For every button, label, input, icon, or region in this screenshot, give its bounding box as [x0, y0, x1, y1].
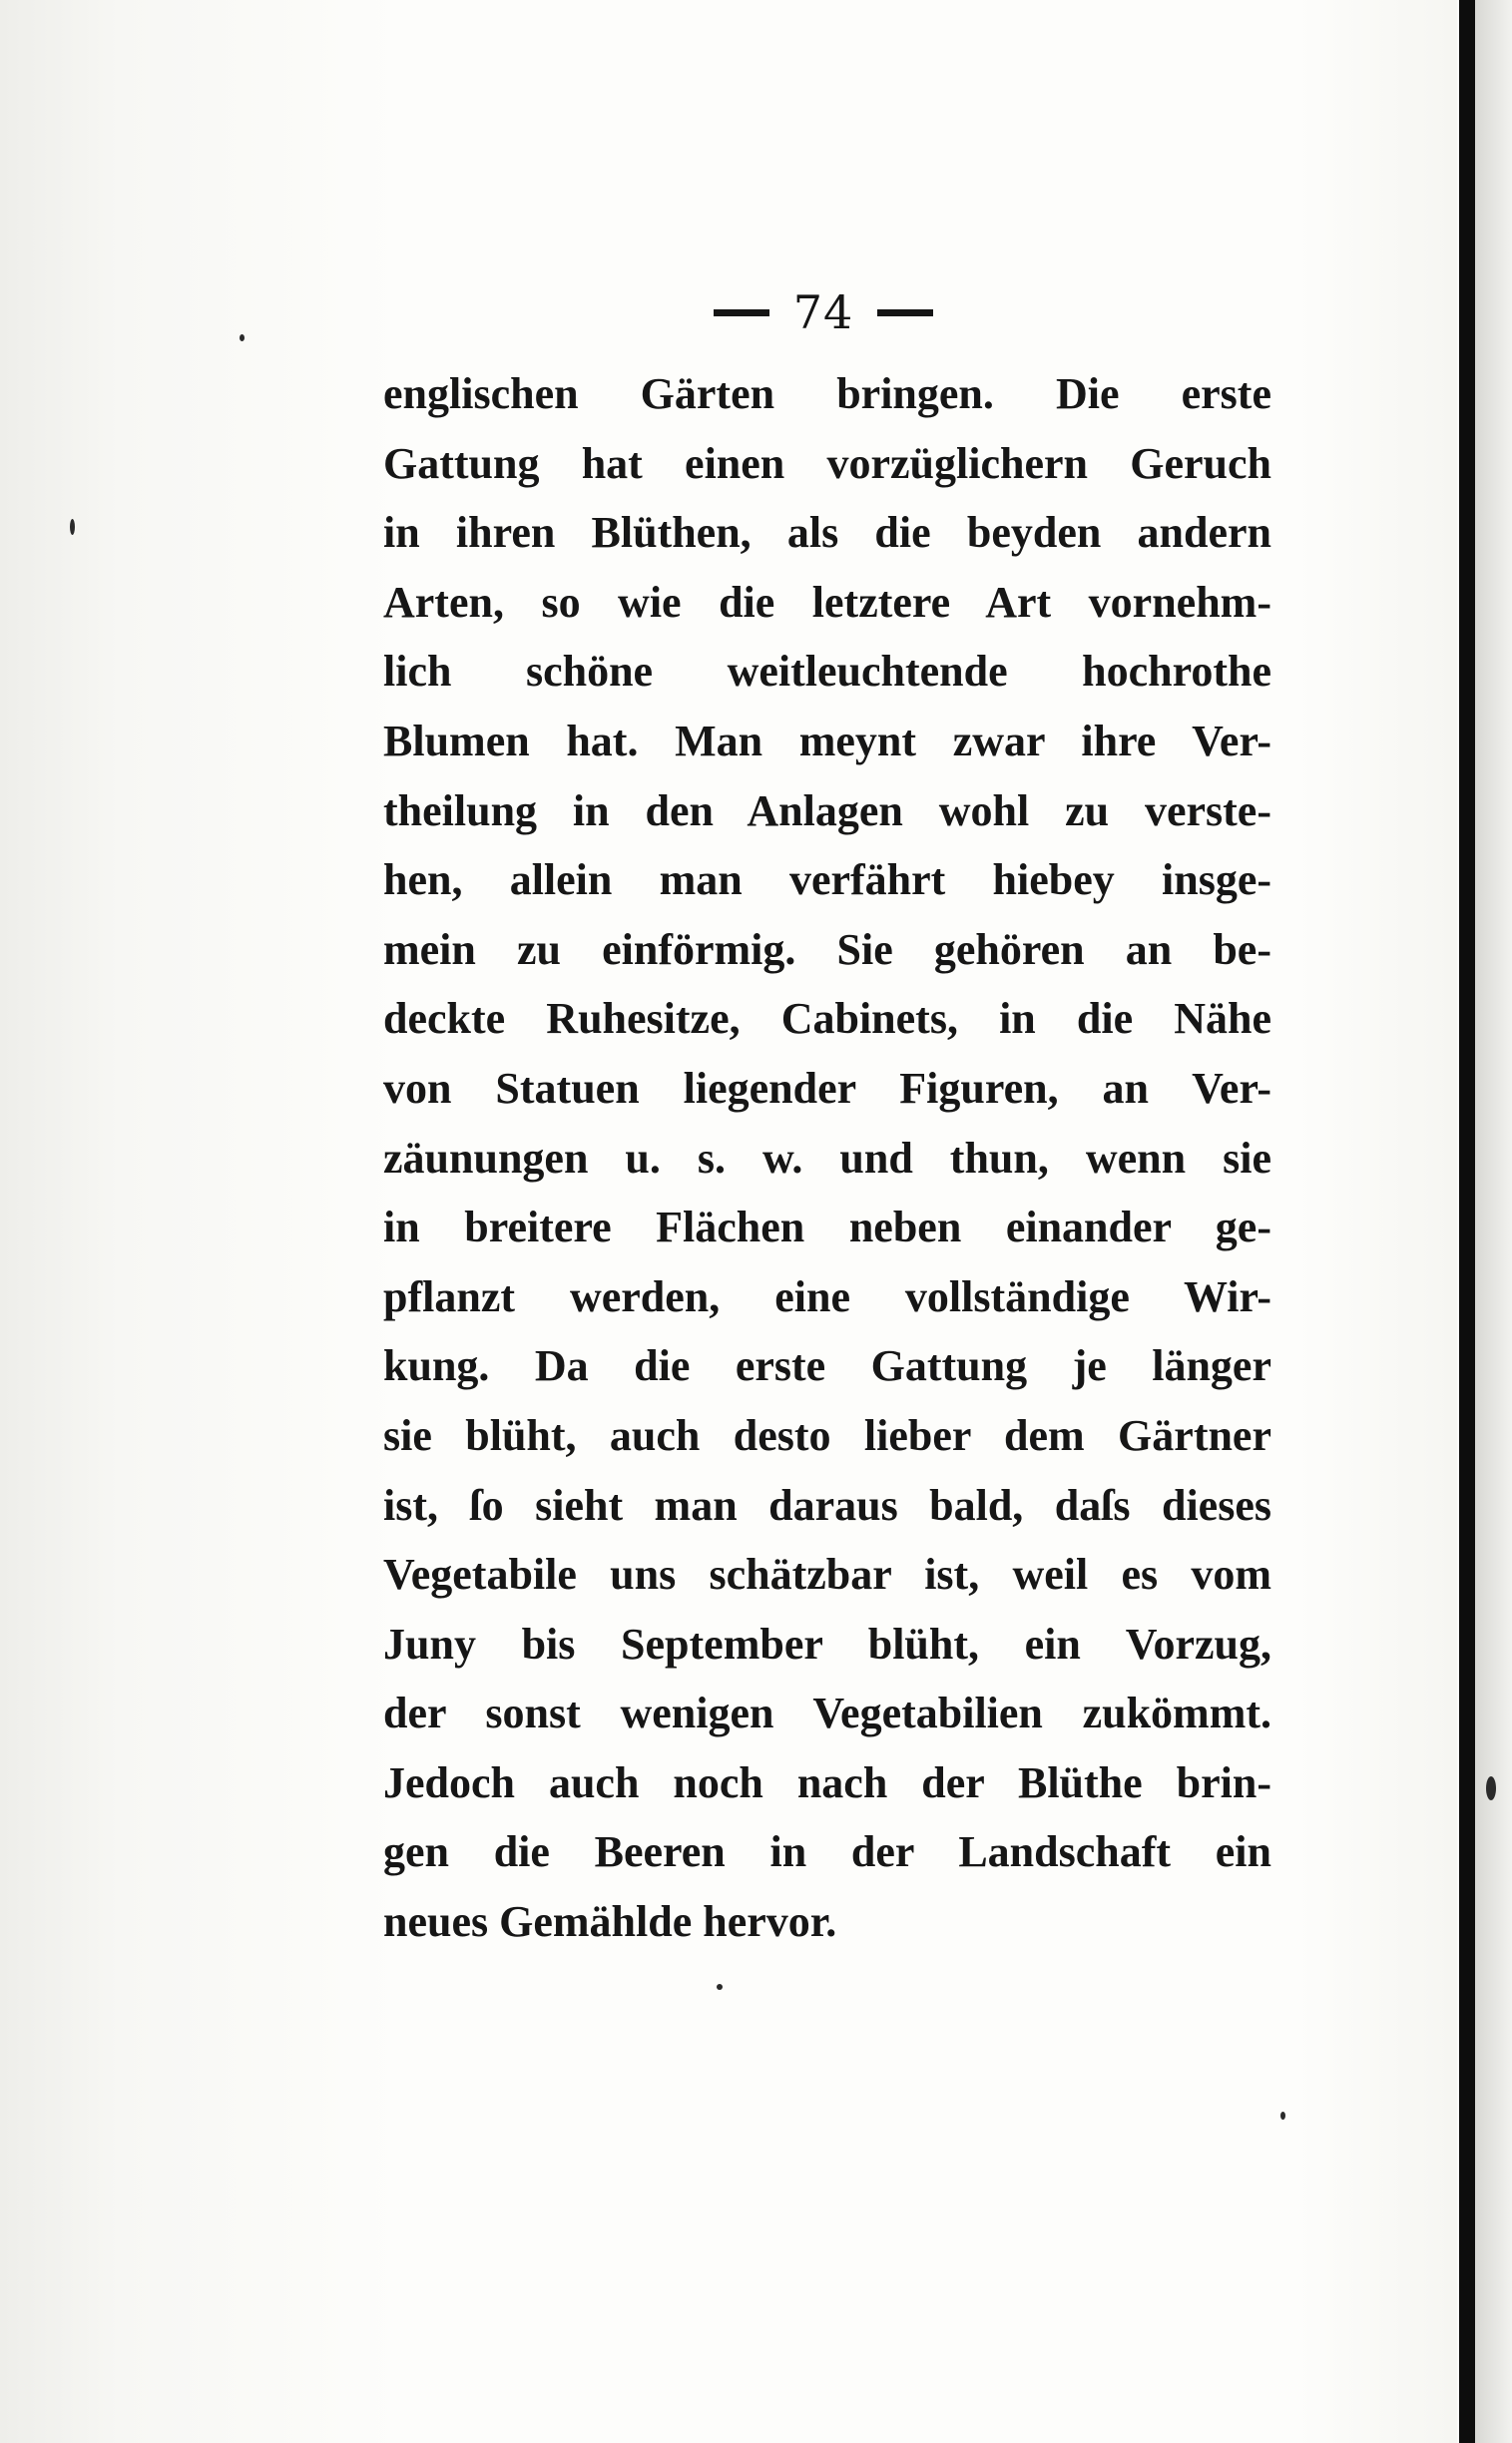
header-dash-right — [877, 309, 933, 316]
scan-speck — [717, 1984, 723, 1990]
text-line: ist, ſo sieht man daraus bald, daſs dieses — [383, 1480, 1271, 1530]
text-line: in breitere Flächen neben einander ge- — [383, 1203, 1271, 1252]
text-line: gen die Beeren in der Landschaft ein — [383, 1827, 1271, 1877]
text-line: hen, allein man verfährt hiebey insge- — [383, 855, 1271, 905]
text-line: von Statuen liegender Figuren, an Ver- — [383, 1063, 1271, 1113]
text-line: zäunungen u. s. w. und thun, wenn sie — [383, 1133, 1271, 1183]
text-line: lich schöne weitleuchtende hochrothe — [383, 647, 1271, 697]
page-number: 74 — [792, 285, 854, 339]
text-line: Gattung hat einen vorzüglichern Geruch — [383, 438, 1271, 488]
text-line: pflanzt werden, eine vollständige Wir- — [383, 1271, 1271, 1321]
text-line: kung. Da die erste Gattung je länger — [383, 1341, 1271, 1391]
text-line: theilung in den Anlagen wohl zu verste- — [383, 785, 1271, 835]
text-line: englischen Gärten bringen. Die erste — [383, 369, 1271, 418]
page-header — [639, 267, 1008, 357]
page-edge-shadow — [1459, 0, 1475, 2443]
text-line: deckte Ruhesitze, Cabinets, in die Nähe — [383, 994, 1271, 1044]
text-line: der sonst wenigen Vegetabilien zukömmt. — [383, 1689, 1271, 1738]
text-line: sie blüht, auch desto lieber dem Gärtner — [383, 1410, 1271, 1460]
scan-speck — [1280, 2112, 1285, 2120]
text-line: Blumen hat. Man meynt zwar ihre Ver- — [383, 716, 1271, 765]
text-line: in ihren Blüthen, als die beyden andern — [383, 508, 1271, 558]
scan-speck — [70, 519, 75, 535]
text-line: Jedoch auch noch nach der Blüthe brin- — [383, 1757, 1271, 1807]
text-line: mein zu einförmig. Sie gehören an be- — [383, 924, 1271, 974]
text-line: Arten, so wie die letztere Art vornehm- — [383, 577, 1271, 627]
text-line: neues Gemählde hervor. — [383, 1897, 837, 1947]
header-dash-left — [714, 309, 769, 316]
scan-speck — [240, 334, 245, 341]
text-line: Vegetabile uns schätzbar ist, weil es vom — [383, 1550, 1271, 1600]
scan-speck — [1486, 1776, 1496, 1800]
body-text — [383, 359, 1271, 1957]
adjacent-page-strip — [1475, 0, 1512, 2443]
text-line: Juny bis September blüht, ein Vorzug, — [383, 1619, 1271, 1669]
